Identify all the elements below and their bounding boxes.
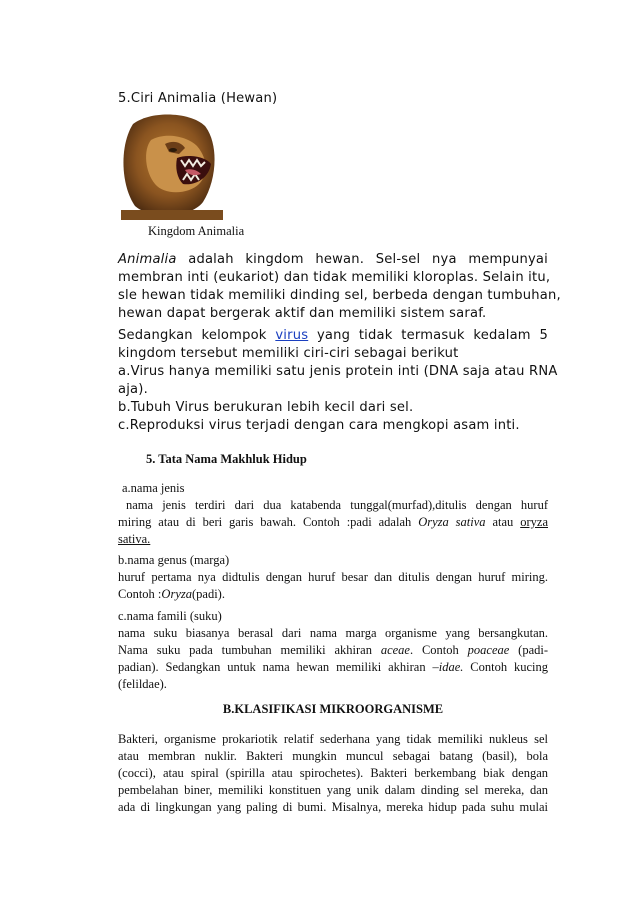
paragraph-bakteri: Bakteri, organisme prokariotik relatif sederhana yang tidak memiliki nukleus sel atau membran nuklir. Bakteri mungkin muncul sebagai batang (basil), bola (cocci), atau spiral (spirilla atau spirochetes). Bakteri berkembang biak dengan pembelahan biner, memiliki konstituen yang unik dalam dinding sel mereka, dan ada di lingkungan yang paling di bumi. Misalnya, mereka hidup pada suhu mulai bbox=[118, 732, 548, 814]
tata-nama-heading: 5. Tata Nama Makhluk Hidup bbox=[146, 452, 307, 466]
paragraph-animalia: Animalia adalah kingdom hewan. Sel-sel nya mempunyai membran inti (eukariot) dan tidak memiliki kloroplas. Selain itu, sle hewan tidak memiliki dinding sel, berbeda dengan tumbuhan, hewan dapat bergerak aktif dan memiliki sistem saraf. bbox=[118, 252, 561, 321]
term-animalia: Animalia bbox=[118, 252, 177, 267]
section-heading: 5.Ciri Animalia (Hewan) bbox=[118, 91, 278, 106]
paragraph-nama-famili: c.nama famili (suku) nama suku biasanya berasal dari nama marga organisme yang bersangkutan. Nama suku pada tumbuhan memiliki akhiran aceae. Contoh poaceae (padi- padian). Sedangkan untuk nama hewan memiliki akhiran –idae. Contoh kucing (felildae). bbox=[118, 609, 549, 691]
figure-caption: Kingdom Animalia bbox=[148, 224, 245, 238]
paragraph-nama-genus: b.nama genus (marga) huruf pertama nya didtulis dengan huruf besar dan ditulis dengan huruf miring. Contoh :Oryza(padi). bbox=[118, 553, 548, 601]
paragraph-nama-jenis: a.nama jenis nama jenis terdiri dari dua katabenda tunggal(murfad),ditulis dengan huruf miring atau di beri garis bawah. Contoh :padi adalah Oryza sativa atau oryza sativa. bbox=[118, 481, 548, 546]
paragraph-virus: Sedangkan kelompok virus yang tidak termasuk kedalam 5 kingdom tersebut memiliki ciri-ciri sebagai berikut a.Virus hanya memiliki satu jenis protein inti (DNA saja atau RNA aja). b.Tubuh Virus berukuran lebih kecil dari sel. c.Reproduksi virus terjadi dengan cara mengkopi asam inti. bbox=[118, 328, 558, 433]
mikroorganisme-heading: B.KLASIFIKASI MIKROORGANISME bbox=[222, 702, 444, 716]
lion-roaring-photo bbox=[121, 110, 223, 220]
virus-link[interactable]: virus bbox=[275, 328, 309, 343]
